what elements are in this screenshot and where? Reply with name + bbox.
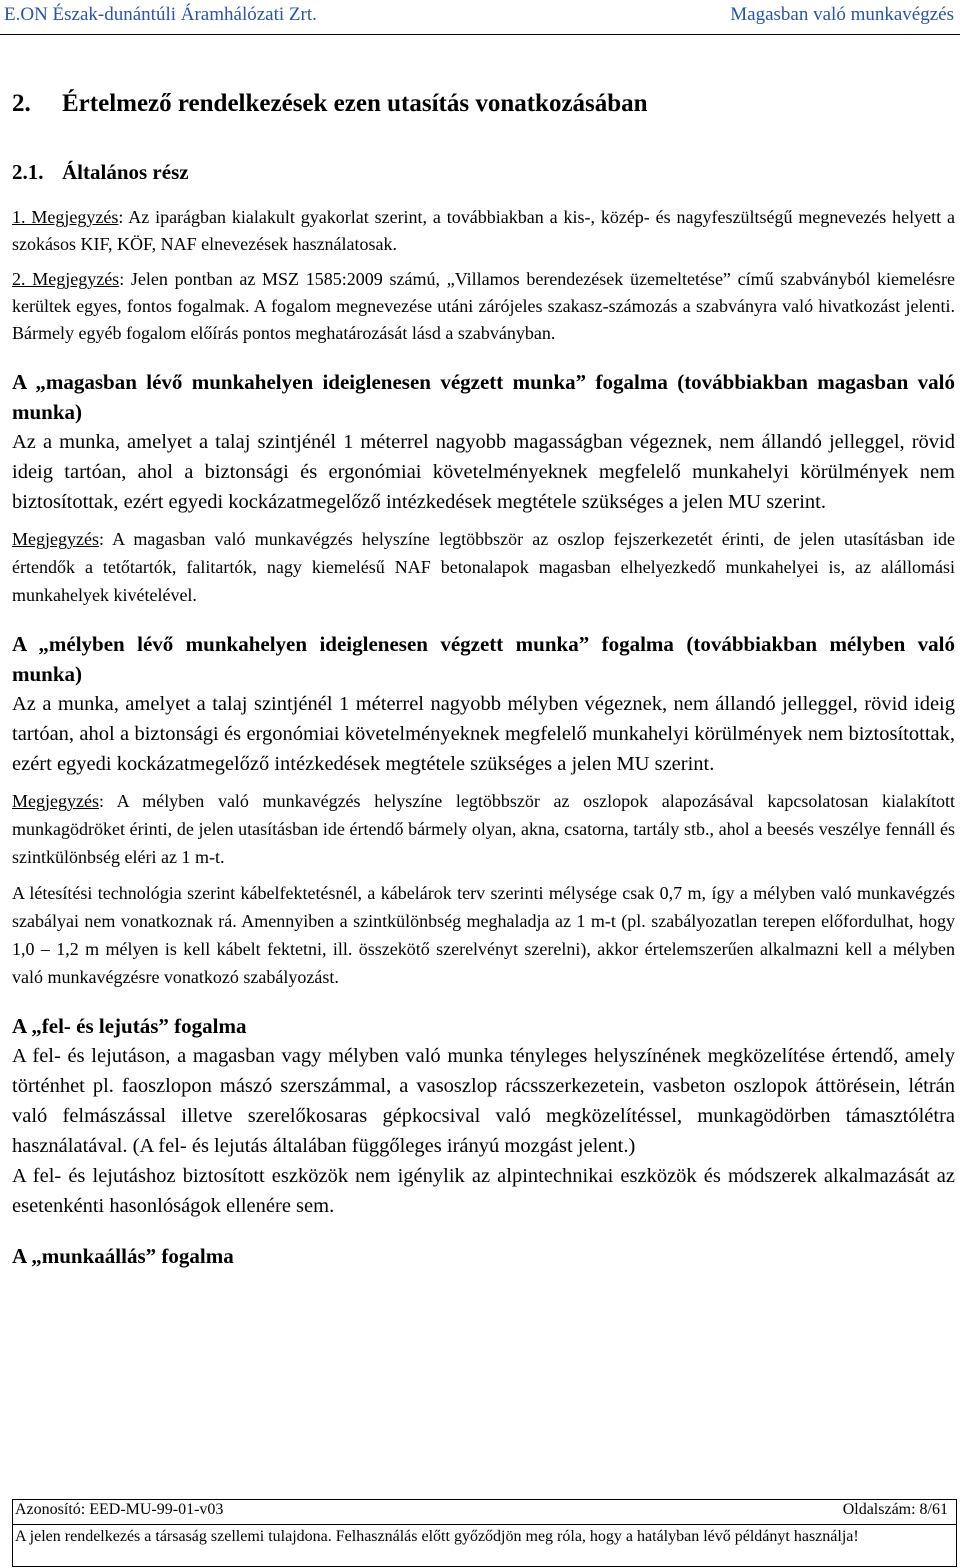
definition-heading-access: A „fel- és lejutás” fogalma	[12, 1014, 247, 1038]
note-1-label: 1. Megjegyzés	[12, 207, 119, 227]
note-depths-label: Megjegyzés	[12, 791, 99, 811]
note-depths-text: : A mélyben való munkavégzés helyszíne legtöbbször az oszlopok alapozásával kapcsolatosan kialakított munkagödröket érinti, de jelen utasításban ide értendő bármely olyan, akna, csatorna, tartály stb., ahol a beesés veszélye fennáll és szintkülönbség eléri az 1 m-t.	[12, 791, 955, 867]
note-2-text: : Jelen pontban az MSZ 1585:2009 számú, „Villamos berendezések üzemeltetése” című szabványból kiemelésre kerültek egyes, fontos fogalmak. A fogalom megnevezése utáni zárójeles szakasz-számozás a szabványra való hivatkozást jelenti. Bármely egyéb fogalom előírás pontos meghatározását lásd a szabványban.	[12, 269, 956, 343]
note-heights	[12, 525, 955, 609]
definition-body-depths: Az a munka, amelyet a talaj szintjénél 1 méterrel nagyobb mélyben végeznek, nem állandó jelleggel, rövid ideig tartóan, ahol a biztonsági és ergonómiai követelményeknek megfelelő munkahelyi körülmények nem biztosítottak, ezért egyedi kockázatmegelőző intézkedések megtétele szükséges a jelen MU szerint.	[12, 693, 955, 775]
definition-heading-heights: A „magasban lévő munkahelyen ideiglenesen végzett munka” fogalma (továbbiakban magasban való munka)	[12, 370, 955, 424]
page-footer	[12, 1499, 957, 1567]
cable-laying-paragraph: A létesítési technológia szerint kábelfektetésnél, a kábelárok terv szerinti mélysége csak 0,7 m, így a mélyben való munkavégzés szabályai nem vonatkoznak rá. Amennyiben a szintkülönbség meghaladja az 1 m-t (pl. szabályozatlan terepen előfordulhat, hogy 1,0 – 1,2 m mélyen is kell kábelt fektetni, ill. összekötő szerelvényt szerelni), akkor értelemszerűen alkalmazni kell a mélyben való munkavégzésre vonatkozó szabályozást.	[12, 883, 955, 987]
note-1	[12, 204, 955, 258]
note-heights-label: Megjegyzés	[12, 529, 99, 549]
section-number: 2.	[12, 90, 31, 117]
page-header	[0, 4, 960, 35]
note-2	[12, 266, 955, 347]
definition-body-access-2: A fel- és lejutáshoz biztosított eszközök nem igénylik az alpintechnikai eszközök és módszerek alkalmazását az esetenkénti hasonlóságok ellenére sem.	[12, 1165, 955, 1217]
definition-body-heights: Az a munka, amelyet a talaj szintjénél 1 méterrel nagyobb magasságban végeznek, nem állandó jelleggel, rövid ideig tartóan, ahol a biztonsági és ergonómiai követelményeknek megfelelő munkahelyi körülmények nem biztosítottak, ezért egyedi kockázatmegelőző intézkedések megtétele szükséges a jelen MU szerint.	[12, 431, 955, 513]
company-name: E.ON Észak-dunántúli Áramhálózati Zrt.	[4, 4, 317, 25]
document-body	[12, 80, 955, 1271]
note-2-label: 2. Megjegyzés	[12, 269, 120, 289]
definition-heading-depths: A „mélyben lévő munkahelyen ideiglenesen végzett munka” fogalma (továbbiakban mélyben való munka)	[12, 632, 955, 686]
section-heading	[12, 90, 955, 132]
definition-body-access-1: A fel- és lejutáson, a magasban vagy mélyben való munka tényleges helyszínének megközelítése értendő, amely történhet pl. faoszlopon mászó szerszámmal, a vasoszlop rácsszerkezetein, vasbeton oszlopok áttörésein, létrán való felmászással illetve szerelőkosaras gépkocsival való megközelítéssel, munkagödörben támasztólétra használatával. (A fel- és lejutás általában függőleges irányú mozgást jelent.)	[12, 1045, 955, 1157]
document-title: Magasban való munkavégzés	[730, 4, 954, 25]
note-1-text: : Az iparágban kialakult gyakorlat szerint, a továbbiakban a kis-, közép- és nagyfeszültségű megnevezés helyett a szokásos KIF, KÖF, NAF elnevezések használatosak.	[12, 207, 956, 254]
note-depths	[12, 787, 955, 871]
ownership-notice: A jelen rendelkezés a társaság szellemi tulajdona. Felhasználás előtt győződjön meg róla, hogy a hatályban lévő példányt használja!	[15, 1528, 859, 1545]
subsection-number: 2.1.	[12, 160, 44, 184]
section-title: Értelmező rendelkezések ezen utasítás vonatkozásában	[62, 90, 648, 117]
document-id: Azonosító: EED-MU-99-01-v03	[15, 1501, 224, 1518]
note-heights-text: : A magasban való munkavégzés helyszíne legtöbbször az oszlop fejszerkezetét érinti, de jelen utasításban ide értendők a tetőtartók, falitartók, nagy kiemelésű NAF betonalapok magasban elhelyezkedő munkahelyei is, az alállomási munkahelyek kivételével.	[12, 529, 955, 605]
definition-heading-workstation: A „munkaállás” fogalma	[12, 1244, 234, 1268]
page-number: Oldalszám: 8/61	[842, 1501, 948, 1518]
subsection-heading	[12, 160, 955, 196]
subsection-title: Általános rész	[62, 160, 189, 184]
